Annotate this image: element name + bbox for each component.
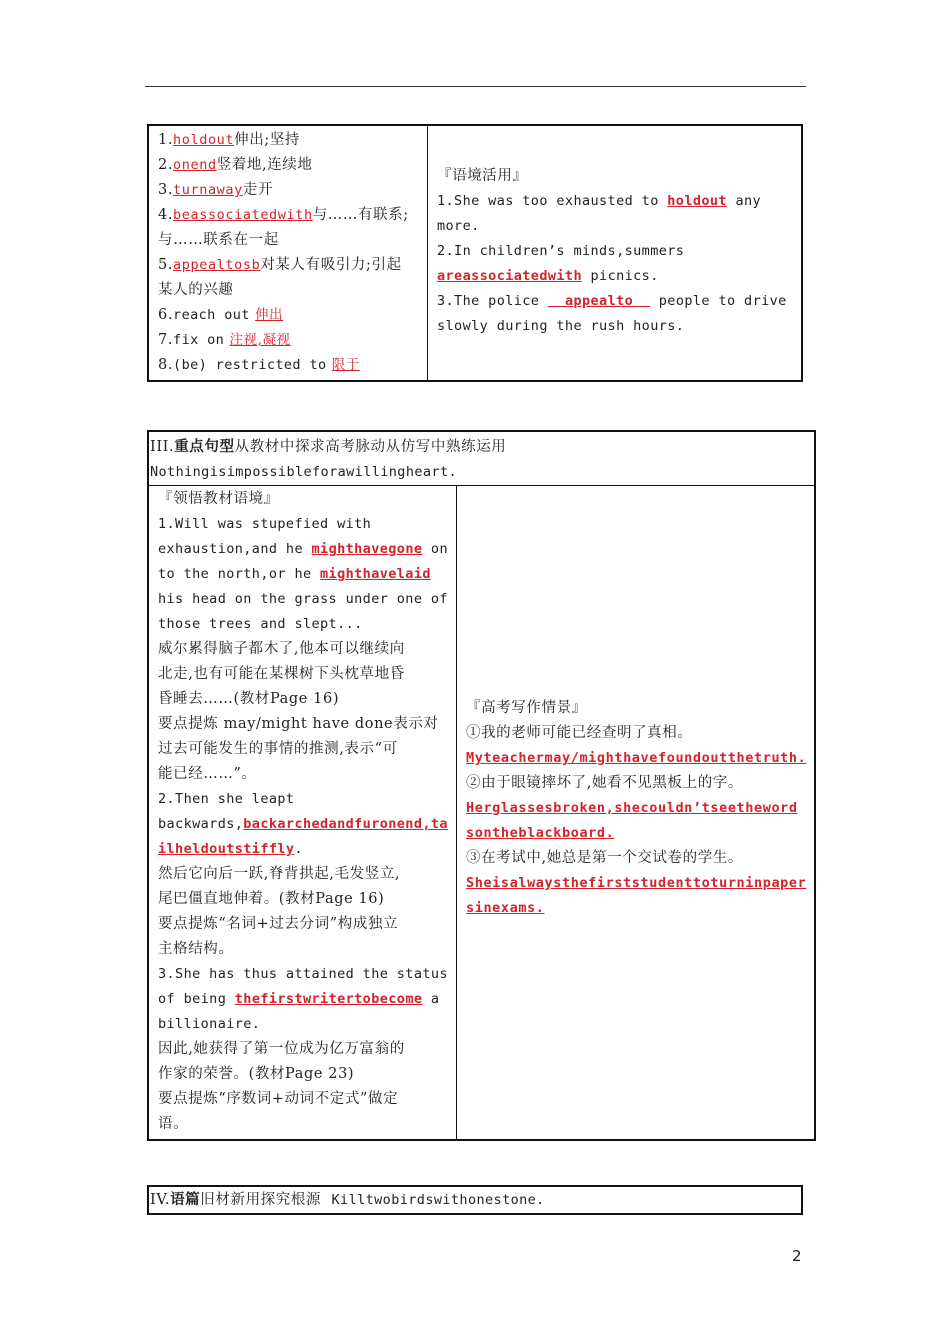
answer-blank: sontheblackboard. [465, 825, 615, 841]
phrase-item: 5.appealtosb对某人有吸引力;引起 [158, 257, 402, 273]
answer-blank: holdout [667, 193, 727, 209]
answer-blank: ilheldoutstiffly [158, 841, 295, 857]
writing-prompt: ②由于眼镜摔坏了,她看不见黑板上的字。 [465, 775, 743, 791]
phrase-table [147, 124, 803, 382]
example-line: to the north,or he mighthavelaid [158, 566, 431, 582]
header-rule [145, 86, 806, 87]
tip-line: 语。 [158, 1116, 189, 1132]
writing-heading: 『高考写作情景』 [465, 700, 587, 716]
section4-header [148, 1186, 802, 1214]
example-line: 1.Will was stupefied with [158, 516, 372, 532]
answer-blank: 限于 [331, 357, 360, 373]
translation-line: 威尔累得脑子都木了,他本可以继续向 [158, 641, 405, 657]
translation-line: 昏睡去……(教材Page 16) [158, 691, 340, 707]
section3-header [148, 431, 815, 486]
example-line: those trees and slept... [158, 616, 363, 632]
section4-title: IV.语篇旧材新用探究根源 Killtwobirdswithonestone. [150, 1191, 545, 1208]
discourse-table [147, 1185, 803, 1215]
answer-blank: turnaway [173, 182, 243, 198]
tip-line: 能已经……”。 [158, 766, 257, 782]
answer-blank: Sheisalwaysthefirststudenttoturninpaper [465, 875, 807, 891]
translation-line: 因此,她获得了第一位成为亿万富翁的 [158, 1041, 405, 1057]
answer-blank: holdout [173, 132, 235, 148]
translation-line: 北走,也有可能在某棵树下头枕草地昏 [158, 666, 405, 682]
phrase-list-cell [148, 125, 428, 381]
answer-blank: appealto [564, 293, 634, 309]
tip-line: 要点提炼“名词+过去分词”构成独立 [158, 916, 399, 932]
answer-blank: mighthavegone [311, 541, 423, 557]
example-line: 3.She has thus attained the status [158, 966, 448, 982]
context-sentence: 2.In children’s minds,summers [437, 243, 685, 259]
answer-blank: appealtosb [173, 257, 261, 273]
writing-prompt: ①我的老师可能已经查明了真相。 [465, 725, 693, 741]
example-line: backwards,backarchedandfuronend,ta [158, 816, 448, 832]
phrase-item: 2.onend竖着地,连续地 [158, 157, 313, 173]
example-line: ilheldoutstiffly. [158, 841, 303, 857]
section3-title: III.重点句型从教材中探求高考脉动从仿写中熟练运用 [150, 438, 507, 455]
context-heading: 『语境活用』 [437, 168, 528, 184]
phrase-item: 3.turnaway走开 [158, 182, 274, 198]
answer-blank: mighthavelaid [320, 566, 431, 582]
example-line: of being thefirstwritertobecome a [158, 991, 440, 1007]
writing-scenario-cell [456, 486, 815, 1141]
phrase-item: 7.fix on 注视,凝视 [158, 332, 291, 348]
writing-prompt: ③在考试中,她总是第一个交试卷的学生。 [465, 850, 743, 866]
answer-blank: sinexams. [465, 900, 545, 916]
translation-line: 尾巴僵直地伸着。(教材Page 16) [158, 891, 385, 907]
phrase-item: 4.beassociatedwith与……有联系; [158, 207, 409, 223]
textbook-context-cell [148, 486, 456, 1141]
example-line: billionaire. [158, 1016, 261, 1032]
example-line: his head on the grass under one of [158, 591, 448, 607]
context-sentence-cont: areassociatedwith picnics. [437, 268, 659, 284]
answer-blank: 伸出 [255, 307, 284, 323]
context-usage-cell [428, 125, 803, 381]
example-line: exhaustion,and he mighthavegone on [158, 541, 448, 557]
sentence-pattern-table [147, 430, 816, 1141]
example-line: 2.Then she leapt [158, 791, 295, 807]
tip-line: 要点提炼“序数词+动词不定式”做定 [158, 1091, 399, 1107]
translation-line: 然后它向后一跃,脊背拱起,毛发竖立, [158, 866, 401, 882]
context-sentence-cont: slowly during the rush hours. [437, 318, 685, 334]
tip-line: 主格结构。 [158, 941, 234, 957]
translation-line: 作家的荣誉。(教材Page 23) [158, 1066, 355, 1082]
answer-blank: backarchedandfuronend,ta [243, 816, 448, 832]
phrase-item-cont: 与……联系在一起 [158, 232, 279, 248]
answer-blank: 注视,凝视 [229, 332, 291, 348]
section3-motto: Nothingisimpossibleforawillingheart. [150, 464, 457, 480]
tip-line: 要点提炼 may/might have done表示对 [158, 716, 439, 732]
phrase-item: 8.(be) restricted to 限于 [158, 357, 360, 373]
page-number: 2 [792, 1247, 803, 1265]
context-sentence: 1.She was too exhausted to holdout any [437, 193, 762, 209]
phrase-item-cont: 某人的兴趣 [158, 282, 234, 298]
textbook-heading: 『领悟教材语境』 [158, 491, 279, 507]
tip-line: 过去可能发生的事情的推测,表示“可 [158, 741, 398, 757]
answer-blank: thefirstwritertobecome [234, 991, 423, 1007]
answer-blank: beassociatedwith [173, 207, 313, 223]
context-sentence: 3.The police appealto people to drive [437, 293, 787, 309]
answer-blank: onend [173, 157, 217, 173]
answer-blank: Herglassesbroken,shecouldn’tseetheword [465, 800, 798, 816]
phrase-item: 1.holdout伸出;坚持 [158, 132, 301, 148]
context-sentence-cont: more. [437, 218, 480, 234]
phrase-item: 6.reach out 伸出 [158, 307, 284, 323]
answer-blank: Myteachermay/mighthavefoundoutthetruth. [465, 750, 807, 766]
answer-blank: areassociatedwith [437, 268, 582, 284]
